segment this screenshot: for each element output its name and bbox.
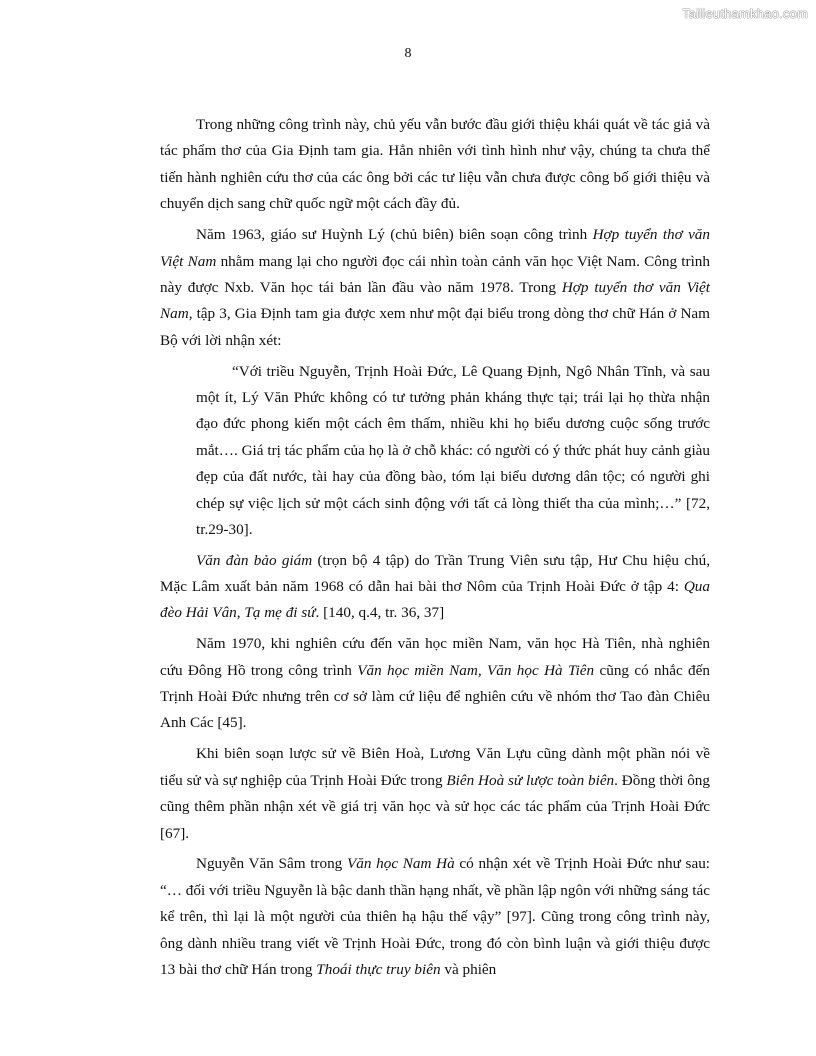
paragraph-2	[160, 222, 710, 354]
text-span: nhằm mang lại cho người đọc cái nhìn toàn cảnh văn học Việt Nam. Công trình này được Nxb. Văn học tái bản lần đầu vào năm 1978. Trong	[160, 252, 710, 296]
text-span: . [140, q.4, tr. 36, 37]	[315, 604, 445, 622]
italic-title: Hợp tuyển thơ văn Việt Nam	[160, 226, 710, 270]
italic-title: Văn đàn bảo giám	[196, 551, 313, 569]
text-span: Nguyễn Văn Sâm trong	[196, 855, 347, 873]
watermark: Tailieuthamkhao.com	[682, 6, 808, 21]
text-span: Khi biên soạn lược sử về Biên Hoà, Lương Văn Lựu cũng dành một phần nói về tiểu sử và sự nghiệp của Trịnh Hoài Đức trong	[160, 745, 710, 789]
paragraph-6	[160, 851, 710, 983]
text-span: (trọn bộ 4 tập) do Trần Trung Viên sưu tập, Hư Chu hiệu chú, Mặc Lâm xuất bản năm 1968 có dẫn hai bài thơ Nôm của Trịnh Hoài Đức ở tập 4:	[160, 551, 710, 595]
page-number: 8	[404, 46, 412, 61]
paragraph-4	[160, 631, 710, 737]
paragraph-5	[160, 741, 710, 847]
italic-title: Biên Hoà sử lược toàn biên	[446, 771, 615, 789]
italic-title: Văn học Nam Hà	[346, 855, 455, 873]
document-body	[160, 112, 710, 988]
text-span: Năm 1970, khi nghiên cứu đến văn học miền Nam, văn học Hà Tiên, nhà nghiên cứu Đông Hồ trong công trình	[160, 635, 710, 679]
paragraph-1: Trong những công trình này, chủ yếu vẫn bước đầu giới thiệu khái quát về tác giả và tác phẩm thơ của Gia Định tam gia. Hẳn nhiên với tình hình như vậy, chúng ta chưa thể tiến hành nghiên cứu thơ của các ông bởi các tư liệu vẫn chưa được công bố giới thiệu và chuyển dịch sang chữ quốc ngữ một cách đầy đủ.	[160, 116, 710, 213]
italic-title: Qua đèo Hải Vân, Tạ mẹ đi sứ	[160, 577, 710, 622]
text-span: . Đồng thời ông cũng thêm phần nhận xét về giá trị văn học và sử học các tác phẩm của Trịnh Hoài Đức [67].	[160, 771, 710, 842]
text-span: tập 3, Gia Định tam gia được xem như một đại biểu trong dòng thơ chữ Hán ở Nam Bộ với lời nhận xét:	[160, 305, 710, 349]
text-span: có nhận xét về Trịnh Hoài Đức như sau: “… đối với triều Nguyễn là bậc danh thần hạng nhất, về phần lập ngôn với những sáng tác kể trên, thì lại là một người của thiên hạ hậu thế vậy” [97]. Cũng trong công trình này, ông dành nhiều trang viết về Trịnh Hoài Đức, trong đó còn bình luận và giới thiệu được 13 bài thơ chữ Hán trong	[160, 855, 711, 979]
italic-title: Hợp tuyển thơ văn Việt Nam,	[160, 278, 710, 323]
italic-title: Thoái thực truy biên	[316, 961, 441, 979]
block-quote: “Với triều Nguyễn, Trịnh Hoài Đức, Lê Quang Định, Ngô Nhân Tĩnh, và sau một ít, Lý Văn Phức không có tư tưởng phản kháng thực tại; trái lại họ thừa nhận đạo đức phong kiến một cách êm thấm, nhiều khi họ biểu dương cuộc sống trước mắt…. Giá trị tác phẩm của họ là ở chỗ khác: có người có ý thức phát huy cảnh giàu đẹp của đất nước, tài hay của đồng bào, tóm lại biểu dương dân tộc; có người ghi chép sự việc lịch sử một cách sinh động với tất cả lòng thiết tha của mình;…” [72, tr.29-30].	[196, 362, 710, 539]
text-span: và phiên	[440, 961, 497, 979]
text-span: Năm 1963, giáo sư Huỳnh Lý (chủ biên) biên soạn công trình	[196, 226, 593, 244]
italic-title: Văn học miền Nam, Văn học Hà Tiên	[357, 661, 595, 679]
paragraph-3	[160, 548, 710, 627]
text-span: cũng có nhắc đến Trịnh Hoài Đức nhưng trên cơ sở làm cứ liệu để nghiên cứu về nhóm thơ Tao đàn Chiêu Anh Các [45].	[160, 661, 710, 732]
